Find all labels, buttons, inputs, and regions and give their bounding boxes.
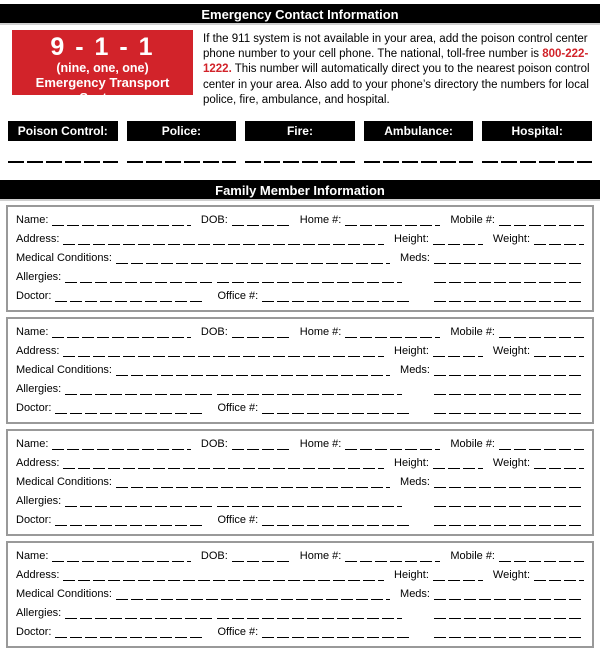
member-row-name [16,323,584,342]
instructions-text-before: If the 911 system is not available in your area, add the poison control center phone number to your cell phone. The national, toll-free number is [203,33,588,61]
family-member-block [6,429,594,536]
name-label: Name: [16,438,49,451]
name-line [52,561,190,562]
contact-column [482,121,592,163]
medical-conditions-label: Medical Conditions: [16,364,112,377]
allergies-line [65,618,213,619]
office-phone-label: Office #: [217,514,259,527]
meds-continuation-line [434,282,584,283]
height-label: Height: [394,233,429,246]
contact-write-in-line [245,161,355,163]
address-label: Address: [16,457,60,470]
contact-label: Fire: [245,121,355,141]
member-row-address [16,566,584,585]
address-line [63,580,384,581]
doctor-label: Doctor: [16,402,52,415]
home-phone-label: Home #: [299,438,342,451]
member-row-medical [16,249,584,268]
name-line [52,449,190,450]
dob-label: DOB: [200,438,228,451]
mobile-phone-line [499,449,584,450]
contact-write-in-line [482,161,592,163]
meds-continuation-line [434,394,584,395]
member-row-allergies [16,380,584,399]
family-member-block [6,205,594,312]
contact-write-in-line [364,161,474,163]
member-row-medical [16,473,584,492]
meds-label: Meds: [400,364,430,377]
contact-column [364,121,474,163]
allergies-label: Allergies: [16,607,62,620]
home-phone-label: Home #: [299,550,342,563]
member-row-doctor [16,511,584,530]
meds-line [434,599,584,600]
contact-row [0,121,600,163]
member-row-name [16,547,584,566]
mobile-phone-label: Mobile #: [450,550,495,563]
medical-conditions-line [116,375,390,376]
member-row-address [16,342,584,361]
family-blocks [0,205,600,648]
member-row-address [16,230,584,249]
height-label: Height: [394,345,429,358]
meds-continuation-line-2 [434,301,584,302]
dob-line [232,449,290,450]
name-line [52,337,190,338]
emergency-intro [0,25,600,108]
dob-line [232,225,290,226]
medical-conditions-label: Medical Conditions: [16,588,112,601]
911-system-label: Emergency Transport System [35,75,170,105]
office-phone-line [262,525,412,526]
mobile-phone-label: Mobile #: [450,214,495,227]
dob-label: DOB: [200,326,228,339]
name-label: Name: [16,214,49,227]
member-row-name [16,435,584,454]
meds-line [434,375,584,376]
weight-line [534,468,584,469]
allergies-label: Allergies: [16,495,62,508]
allergies-label: Allergies: [16,271,62,284]
height-line [433,580,483,581]
doctor-line [55,301,205,302]
medical-conditions-line [116,599,390,600]
poison-control-phone-number: 800-222-1222. [203,48,589,76]
contact-write-in-line [8,161,118,163]
meds-continuation-line [434,618,584,619]
meds-line [434,263,584,264]
meds-line [434,487,584,488]
allergies-continuation-line [217,282,402,283]
member-row-address [16,454,584,473]
meds-label: Meds: [400,588,430,601]
weight-label: Weight: [492,233,530,246]
section-title-family-member: Family Member Information [0,180,600,201]
meds-continuation-line-2 [434,525,584,526]
office-phone-line [262,413,412,414]
medical-conditions-line [116,487,390,488]
weight-label: Weight: [492,457,530,470]
dob-label: DOB: [200,214,228,227]
address-label: Address: [16,569,60,582]
section-title-emergency-contact: Emergency Contact Information [0,4,600,25]
meds-continuation-line-2 [434,413,584,414]
contact-label: Ambulance: [364,121,474,141]
contact-write-in-line [127,161,237,163]
office-phone-label: Office #: [217,402,259,415]
911-badge [12,30,193,105]
dob-label: DOB: [200,550,228,563]
allergies-line [65,506,213,507]
meds-label: Meds: [400,252,430,265]
allergies-continuation-line [217,506,402,507]
weight-line [534,580,584,581]
home-phone-label: Home #: [299,214,342,227]
home-phone-line [345,449,440,450]
doctor-label: Doctor: [16,514,52,527]
family-member-block [6,541,594,648]
member-row-name [16,211,584,230]
doctor-line [55,525,205,526]
office-phone-label: Office #: [217,626,259,639]
member-row-doctor [16,287,584,306]
height-line [433,244,483,245]
medical-conditions-line [116,263,390,264]
home-phone-line [345,337,440,338]
allergies-line [65,282,213,283]
height-line [433,356,483,357]
allergies-label: Allergies: [16,383,62,396]
member-row-allergies [16,492,584,511]
allergies-continuation-line [217,618,402,619]
contact-label: Hospital: [482,121,592,141]
contact-column [127,121,237,163]
name-line [52,225,190,226]
name-label: Name: [16,326,49,339]
address-label: Address: [16,345,60,358]
member-row-doctor [16,623,584,642]
mobile-phone-label: Mobile #: [450,438,495,451]
meds-continuation-line [434,506,584,507]
family-member-block [6,317,594,424]
meds-label: Meds: [400,476,430,489]
office-phone-line [262,301,412,302]
dob-line [232,561,290,562]
weight-label: Weight: [492,569,530,582]
instructions-text-after: This number will automatically direct you to the nearest poison control center in your area. Also add to your phone’s directory the numbers for local police, fire, ambulance, and hospital. [203,63,590,106]
address-line [63,468,384,469]
doctor-line [55,637,205,638]
name-label: Name: [16,550,49,563]
doctor-label: Doctor: [16,290,52,303]
member-row-doctor [16,399,584,418]
weight-line [534,244,584,245]
poison-control-instructions [203,30,592,108]
contact-label: Poison Control: [8,121,118,141]
mobile-phone-line [499,337,584,338]
height-label: Height: [394,569,429,582]
mobile-phone-label: Mobile #: [450,326,495,339]
member-row-allergies [16,604,584,623]
allergies-continuation-line [217,394,402,395]
doctor-label: Doctor: [16,626,52,639]
doctor-line [55,413,205,414]
meds-continuation-line-2 [434,637,584,638]
address-line [63,356,384,357]
member-row-allergies [16,268,584,287]
weight-line [534,356,584,357]
height-line [433,468,483,469]
home-phone-label: Home #: [299,326,342,339]
member-row-medical [16,361,584,380]
contact-label: Police: [127,121,237,141]
address-line [63,244,384,245]
medical-conditions-label: Medical Conditions: [16,252,112,265]
height-label: Height: [394,457,429,470]
dob-line [232,337,290,338]
home-phone-line [345,225,440,226]
address-label: Address: [16,233,60,246]
contact-column [8,121,118,163]
weight-label: Weight: [492,345,530,358]
home-phone-line [345,561,440,562]
medical-conditions-label: Medical Conditions: [16,476,112,489]
mobile-phone-line [499,225,584,226]
911-number: 9 - 1 - 1 [50,33,155,61]
allergies-line [65,394,213,395]
mobile-phone-line [499,561,584,562]
911-words: (nine, one, one) [56,61,149,75]
member-row-medical [16,585,584,604]
contact-column [245,121,355,163]
office-phone-line [262,637,412,638]
office-phone-label: Office #: [217,290,259,303]
